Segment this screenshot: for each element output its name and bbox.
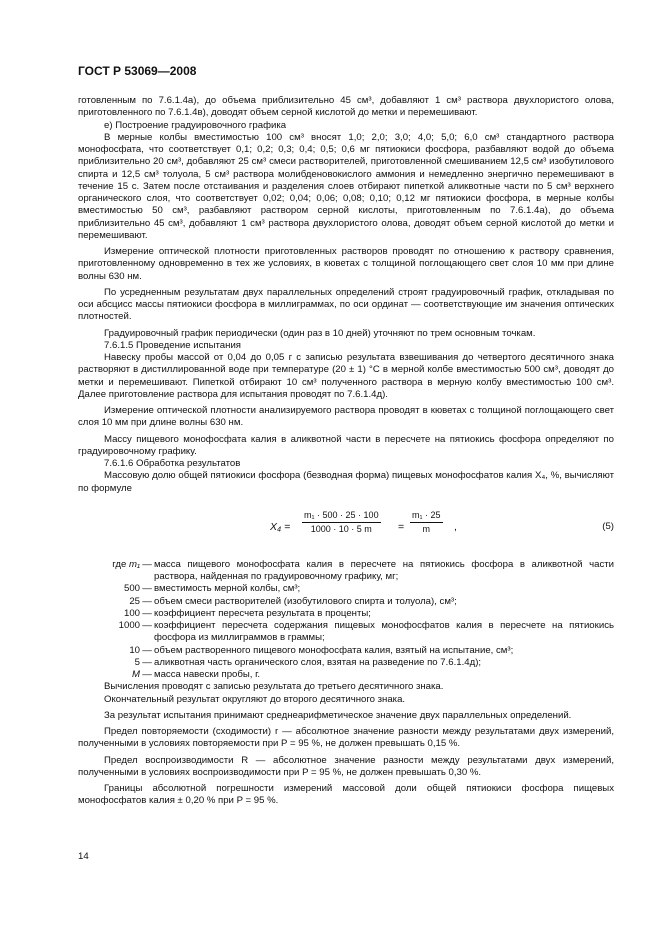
definition-symbol: 5 [134,656,140,668]
definition-symbol: 25 [129,595,140,607]
section-heading: 7.6.1.5 Проведение испытания [104,339,241,351]
paragraph: По усредненным результатам двух параллельных определений строят градуировочный график, откладывая по оси абсцисс массы пятиокиси фосфора в миллиграммах, по оси ординат — соответствующие им значения оптических плотностей. [78,286,614,323]
definition-symbol: 10 [129,644,140,656]
paragraph: За результат испытания принимают среднеарифметическое значение двух параллельных определений. [104,709,572,721]
paragraph: В мерные колбы вместимостью 100 см³ вносят 1,0; 2,0; 3,0; 4,0; 5,0; 6,0 см³ стандартного раствора монофосфата, что соответствует 0,1; 0,2; 0,3; 0,4; 0,5; 0,6 мг пятиокиси фосфора, разбавляют водой до объема приблизительно 20 см³, добавляют 25 см³ смеси растворителей, приготовленной смешиванием 12,5 см³ изобутилового спирта и 12,5 см³ толуола, 5 см³ раствора молибденовокислого аммония и немедленно энергично перемешивают в течение 15 с. Затем после отстаивания и разделения слоев отбирают пипеткой аликвотные части по 5 см³ верхнего органического слоя, что соответствует 0,02; 0,04; 0,06; 0,08; 0,10; 0,12 мг пятиокиси фосфора, в мерные колбы вместимостью 50 см³, разбавляют раствором серной кислоты, приготовленным по 7.6.1.4а), до объема приблизительно 45 см³, добавляют 1 см³ раствора двухлористого олова, доводят объем серной кислотой до метки и перемешивают. [78,131,614,241]
paragraph: Массу пищевого монофосфата калия в аликвотной части в пересчете на пятиокись фосфора определяют по градуировочному графику. [78,433,614,457]
definition-text: масса пищевого монофосфата калия в пересчете на пятиокись фосфора в аликвотной части раствора, найденная по градуировочному графику, мг; [154,558,614,582]
definition-text: коэффициент пересчета результата в проценты; [154,607,371,619]
dash: — [142,669,152,680]
definition-row [78,583,614,595]
dash: — [142,620,152,631]
paragraph: Границы абсолютной погрешности измерений массовой доли общей пятиокиси фосфора пищевых монофосфатов калия ± 0,20 % при P = 95 %. [78,783,614,807]
definition-text: объем смеси растворителей (изобутилового спирта и толуола), см³; [154,595,457,607]
formula-comma: , [454,520,457,533]
fraction-numerator: m₁ · 25 [410,509,443,523]
definition-row [78,608,614,620]
definition-row [78,645,614,657]
definition-text: вместимость мерной колбы, см³; [154,583,301,595]
section-heading: е) Построение градуировочного графика [104,119,287,131]
definition-row [78,620,614,645]
definition-text: масса навески пробы, г. [154,669,261,680]
dash: — [142,558,152,570]
definition-row [78,669,614,681]
document-body [78,95,614,808]
definition-text: коэффициент пересчета содержания пищевых монофосфатов калия в пересчете на пятиокись фосфора из миллиграммов в граммы; [154,620,614,644]
fraction-denominator: 1000 · 10 · 5 m [310,523,372,534]
symbol: M [132,669,140,680]
formula-number: (5) [602,520,614,532]
definition-text: аликвотная часть органического слоя, взятая на разведение по 7.6.1.4д); [154,656,482,668]
definition-row [78,596,614,608]
definition-symbol [78,669,140,681]
fraction-numerator: m₁ · 500 · 25 · 100 [302,509,381,523]
paragraph: Измерение оптической плотности приготовленных растворов проводят по отношению к раствору сравнения, приготовленному одновременно в тех же условиях, в кюветах с толщиной поглощающего свет слоя 10 мм при длине волны 630 нм. [78,246,614,282]
definition-symbol [78,559,140,584]
paragraph: Предел повторяемости (сходимости) r — абсолютное значение разности между результатами двух измерений, полученными в условиях повторяемости при P = 95 %, не должен превышать 0,15 %. [78,726,614,750]
section-heading: 7.6.1.6 Обработка результатов [104,458,241,469]
paragraph: Массовую долю общей пятиокиси фосфора (безводная форма) пищевых монофосфатов калия X₄, %, вычисляют по формуле [78,470,614,494]
definitions-list [78,559,614,682]
paragraph: Предел воспроизводимости R — абсолютное значение разности между результатами двух измерений, полученными в условиях воспроизводимости при P = 95 %, не должен превышать 0,30 %. [78,754,614,778]
definition-text: объем растворенного пищевого монофосфата калия, взятый на испытание, см³; [154,644,514,656]
paragraph: Вычисления проводят с записью результата до третьего десятичного знака. [104,681,444,693]
definition-row [78,559,614,584]
definitions-intro: где [112,558,127,570]
definition-symbol: 500 [123,583,140,595]
paragraph: Градуировочный график периодически (один раз в 10 дней) уточняют по трем основным точкам. [104,327,536,339]
formula-5 [78,503,614,553]
dash: — [142,583,152,595]
dash: — [142,644,152,656]
dash: — [142,595,152,607]
definition-row [78,657,614,669]
paragraph: Измерение оптической плотности анализируемого раствора проводят в кюветах с толщиной поглощающего свет слоя 10 мм при длине волны 630 нм. [78,405,614,429]
formula-fraction-1 [302,509,381,536]
definition-symbol: 100 [123,607,140,619]
page-header: ГОСТ Р 53069—2008 [78,64,197,78]
definition-symbol: 1000 [118,620,140,631]
dash: — [142,607,152,619]
formula-lhs: X₄ = [270,520,291,533]
paragraph: готовленным по 7.6.1.4а), до объема приблизительно 45 см³, добавляют 1 см³ раствора двухлористого олова, приготовленного по 7.6.1.4в), доводят объем серной кислотой до метки и перемешивают. [78,95,614,119]
formula-equals: = [398,520,405,533]
paragraph: Окончательный результат округляют до второго десятичного знака. [104,693,406,705]
formula-fraction-2 [410,509,443,536]
paragraph: Навеску пробы массой от 0,04 до 0,05 г с записью результата взвешивания до четвертого десятичного знака растворяют в дистиллированной воде при температуре (20 ± 1) °С в мерной колбе вместимостью 500 см³, доводят до метки и перемешивают. Пипеткой отбирают 10 см³ полученного раствора в мерную колбу вместимостью 100 см³. Далее приготовление раствора для испытания проводят по 7.6.1.4д). [78,352,614,400]
symbol: m₁ [128,558,140,570]
fraction-denominator: m [422,523,431,534]
dash: — [142,656,152,668]
page-number: 14 [78,851,89,862]
